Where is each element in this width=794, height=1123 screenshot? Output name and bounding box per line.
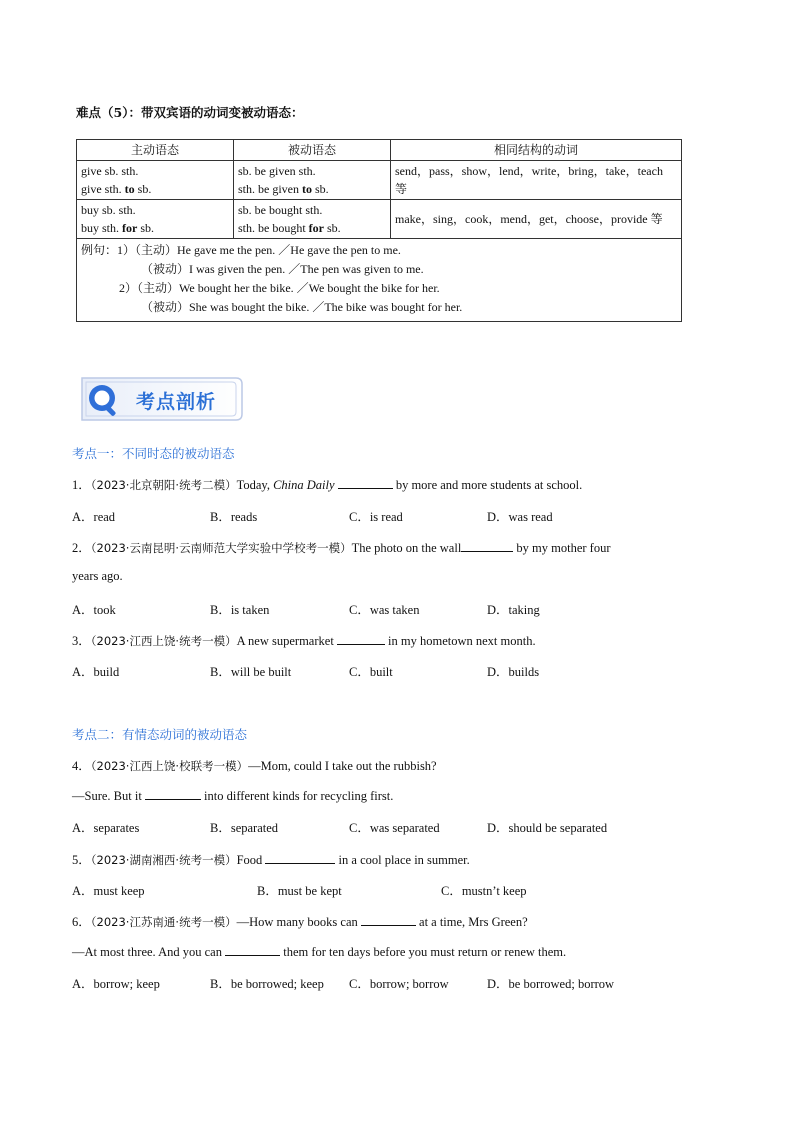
answer-blank[interactable]: [338, 476, 393, 489]
section-heading: 难点（5）：带双宾语的动词变被动语态：: [76, 105, 304, 120]
option[interactable]: A．took: [72, 603, 116, 617]
option[interactable]: D．builds: [487, 665, 540, 679]
question-6-line-2: —At most three. And you can them for ten days before you must return or renew them.: [72, 945, 567, 959]
option[interactable]: B．is taken: [210, 603, 270, 617]
question-5: 5．（2023·湖南湘西·统考一模）Food in a cool place in summer.: [72, 853, 470, 867]
table-cell-passive: sb. be given sth. sth. be given to sb.: [234, 161, 391, 200]
option[interactable]: A．must keep: [72, 884, 145, 898]
answer-blank[interactable]: [225, 943, 280, 956]
option[interactable]: B．reads: [210, 510, 258, 524]
table-examples: 例句：1）（主动）He gave me the pen. ／He gave the pen to me. （被动）I was given the pen. ／The pen was given to me. 2）（主动）We bought her the bike. ／We bought the bike for her. （被动）She was bought the bike. ／The bike was bought for her.: [77, 239, 682, 322]
answer-blank[interactable]: [337, 632, 385, 645]
table-cell-active: give sb. sth. give sth. to sb.: [77, 161, 234, 200]
question-3: 3．（2023·江西上饶·统考一模）A new supermarket in my hometown next month.: [72, 634, 536, 648]
option[interactable]: A．build: [72, 665, 120, 679]
voice-table: [76, 139, 682, 322]
answer-blank[interactable]: [461, 539, 513, 552]
option[interactable]: B．will be built: [210, 665, 292, 679]
table-header: 被动语态: [234, 140, 391, 161]
option[interactable]: A．borrow; keep: [72, 977, 160, 991]
table-cell-verbs: send，pass，show，lend，write，bring，take，teach 等: [391, 161, 682, 200]
table-cell-passive: sb. be bought sth. sth. be bought for sb.: [234, 200, 391, 239]
option[interactable]: B．separated: [210, 821, 279, 835]
question-4-line-2: —Sure. But it into different kinds for recycling first.: [72, 789, 394, 803]
option[interactable]: B．must be kept: [257, 884, 342, 898]
option[interactable]: B．be borrowed; keep: [210, 977, 324, 991]
question-2-continued: years ago.: [72, 569, 123, 583]
option[interactable]: C．was separated: [349, 821, 440, 835]
section-title: 考点二：有情态动词的被动语态: [72, 727, 248, 742]
table-cell-verbs: make，sing，cook，mend，get，choose，provide 等: [391, 200, 682, 239]
question-1: 1．（2023·北京朝阳·统考二模）Today, China Daily by more and more students at school.: [72, 478, 583, 492]
option[interactable]: A．read: [72, 510, 116, 524]
option[interactable]: D．taking: [487, 603, 540, 617]
answer-blank[interactable]: [265, 851, 335, 864]
option[interactable]: A．separates: [72, 821, 140, 835]
option[interactable]: C．is read: [349, 510, 403, 524]
option[interactable]: C．built: [349, 665, 393, 679]
answer-blank[interactable]: [145, 787, 201, 800]
banner-title: 考点剖析: [136, 391, 217, 413]
option[interactable]: D．was read: [487, 510, 553, 524]
option[interactable]: C．borrow; borrow: [349, 977, 449, 991]
option[interactable]: D．should be separated: [487, 821, 608, 835]
option[interactable]: C．mustn’t keep: [441, 884, 527, 898]
question-4: 4．（2023·江西上饶·校联考一模）—Mom, could I take out the rubbish?: [72, 759, 437, 773]
option[interactable]: D．be borrowed; borrow: [487, 977, 615, 991]
answer-blank[interactable]: [361, 913, 416, 926]
question-6: 6．（2023·江苏南通·统考一模）—How many books can at a time, Mrs Green?: [72, 915, 528, 929]
question-2: 2．（2023·云南昆明·云南师范大学实验中学校考一模）The photo on the wall by my mother four: [72, 541, 611, 555]
section-title: 考点一：不同时态的被动语态: [72, 446, 235, 461]
table-header: 主动语态: [77, 140, 234, 161]
table-header: 相同结构的动词: [391, 140, 682, 161]
table-cell-active: buy sb. sth. buy sth. for sb.: [77, 200, 234, 239]
option[interactable]: C．was taken: [349, 603, 420, 617]
